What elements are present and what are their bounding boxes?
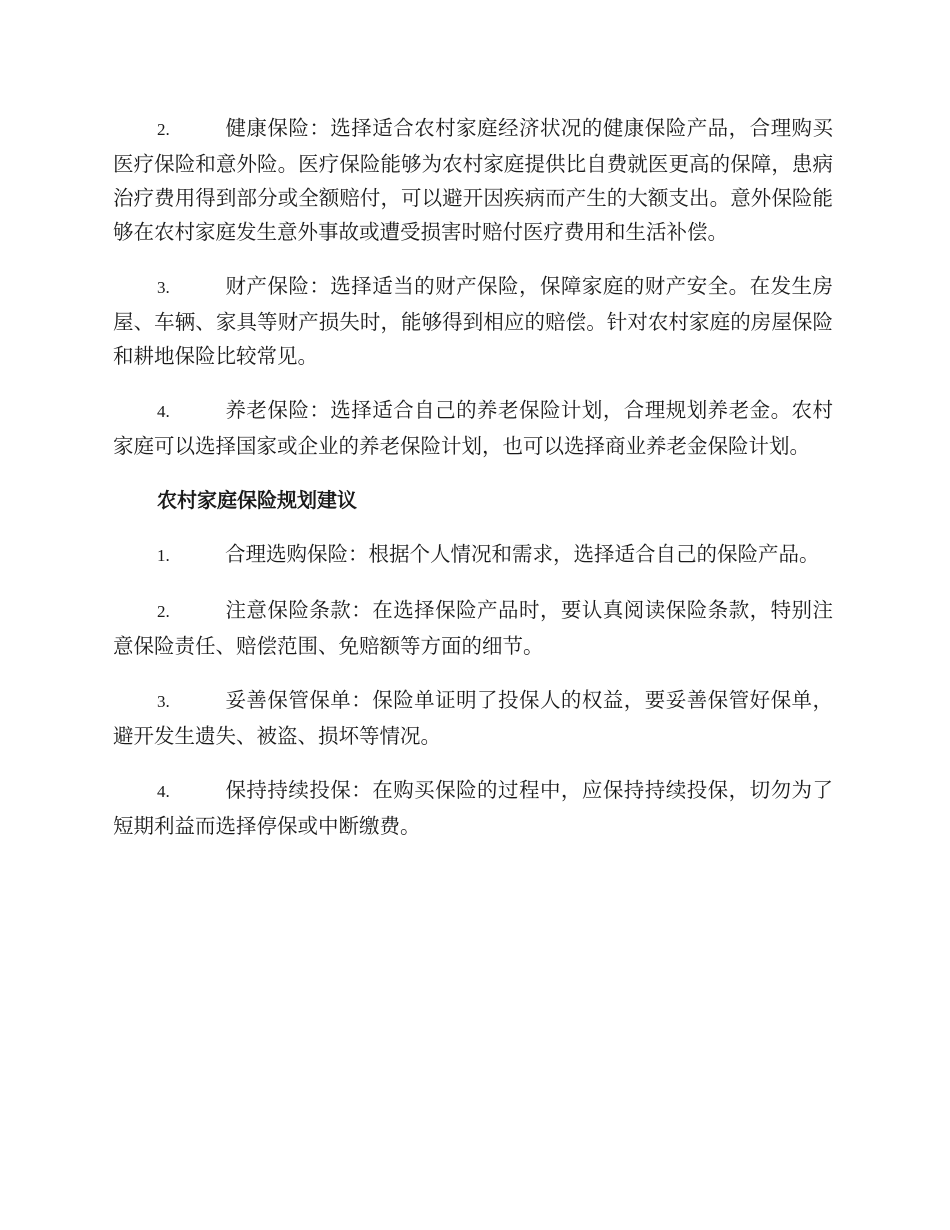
- list-item-number: 4.: [157, 782, 170, 801]
- list-item-policy-terms: [113, 593, 833, 663]
- list-item-text: 养老保险：选择适合自己的养老保险计划，合理规划养老金。农村家庭可以选择国家或企业的养老保险计划，也可以选择商业养老金保险计划。: [113, 398, 833, 458]
- list-item-number: 2.: [157, 602, 170, 621]
- list-item-choose-insurance: [113, 537, 833, 573]
- document-body: [113, 111, 833, 863]
- list-item-number: 3.: [157, 278, 170, 297]
- list-item-text: 保持持续投保：在购买保险的过程中，应保持持续投保，切勿为了短期利益而选择停保或中断缴费。: [113, 778, 833, 838]
- list-item-text: 妥善保管保单：保险单证明了投保人的权益，要妥善保管好保单，避开发生遗失、被盗、损坏等情况。: [113, 688, 833, 748]
- list-item-text: 注意保险条款：在选择保险产品时，要认真阅读保险条款，特别注意保险责任、赔偿范围、免赔额等方面的细节。: [113, 598, 833, 658]
- list-item-text: 健康保险：选择适合农村家庭经济状况的健康保险产品，合理购买医疗保险和意外险。医疗保险能够为农村家庭提供比自费就医更高的保障，患病治疗费用得到部分或全额赔付，可以避开因疾病而产生的大额支出。意外保险能够在农村家庭发生意外事故或遭受损害时赔付医疗费用和生活补偿。: [113, 116, 833, 244]
- list-item-property-insurance: [113, 269, 833, 373]
- list-item-number: 2.: [157, 120, 170, 139]
- list-item-number: 3.: [157, 692, 170, 711]
- list-item-health-insurance: [113, 111, 833, 249]
- section-heading: 农村家庭保险规划建议: [157, 488, 357, 512]
- list-item-number: 4.: [157, 402, 170, 421]
- list-item-number: 1.: [157, 546, 170, 565]
- list-item-text: 财产保险：选择适当的财产保险，保障家庭的财产安全。在发生房屋、车辆、家具等财产损失时，能够得到相应的赔偿。针对农村家庭的房屋保险和耕地保险比较常见。: [113, 274, 833, 368]
- list-item-pension-insurance: [113, 393, 833, 463]
- list-item-keep-policy: [113, 683, 833, 753]
- list-item-continuous-coverage: [113, 773, 833, 843]
- list-item-text: 合理选购保险：根据个人情况和需求，选择适合自己的保险产品。: [225, 542, 820, 566]
